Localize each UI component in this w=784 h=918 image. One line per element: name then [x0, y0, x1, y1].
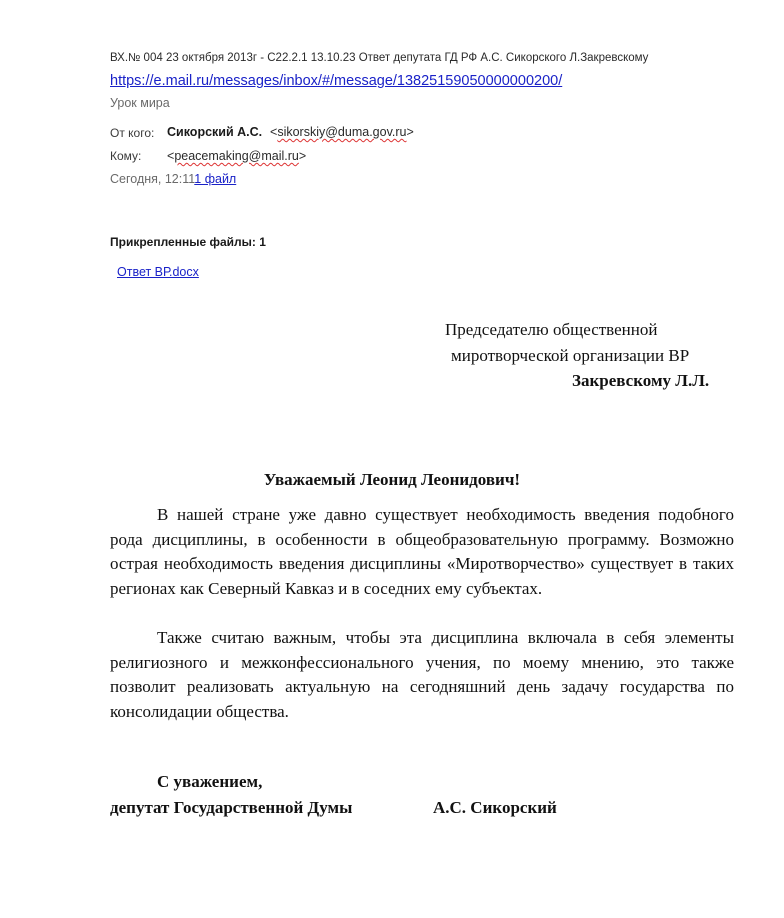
addressee-line-1: Председателю общественной — [445, 320, 658, 339]
files-count-link[interactable]: 1 файл — [194, 172, 237, 186]
sender-email-address[interactable]: sikorskiy@duma.gov.ru — [277, 125, 407, 139]
recipient-email[interactable] — [167, 149, 306, 163]
letter-greeting: Уважаемый Леонид Леонидович! — [263, 470, 521, 489]
signature-name: А.С. Сикорский — [433, 798, 557, 817]
email-subject: Урок мира — [110, 96, 170, 110]
letter-paragraph-2: Также считаю важным, чтобы эта дисциплина включала в себя элементы религиозного и межконфессионального учения, по моему мнению, это также позволит реализовать актуальную на сегодняшний день задачу государства по консолидации общества. — [110, 628, 734, 721]
letter-closing: С уважением, — [157, 772, 263, 791]
letter-paragraph-1: В нашей стране уже давно существует необходимость введения подобного рода дисциплины, в особенности в общеобразовательную программу. Возможно острая необходимость введения дисциплины «Миротворчество» существует в таких регионах как Северный Кавказ и в соседних ему субъектах. — [110, 505, 734, 598]
message-url-link[interactable]: https://e.mail.ru/messages/inbox/#/message/13825159050000000200/ — [110, 73, 563, 89]
addressee-name: Закревскому Л.Л. — [572, 371, 710, 390]
sender-name: Сикорский А.С. — [167, 125, 263, 139]
sender-email[interactable] — [270, 125, 414, 139]
from-label: От кого: — [110, 126, 155, 140]
to-label: Кому: — [110, 149, 142, 163]
sender-email-close: > — [406, 125, 414, 139]
message-header-line: ВХ.№ 004 23 октября 2013г - С22.2.1 13.10.23 Ответ депутата ГД РФ А.С. Сикорского Л.Закревскому — [110, 52, 649, 64]
attachment-link[interactable]: Ответ ВР.docx — [117, 265, 199, 279]
recipient-email-close: > — [298, 149, 307, 163]
attached-files-label: Прикрепленные файлы: 1 — [110, 235, 266, 249]
addressee-line-2: миротворческой организации ВР — [451, 346, 690, 365]
signature-title: депутат Государственной Думы — [110, 798, 353, 817]
recipient-email-address[interactable]: peacemaking@mail.ru — [174, 149, 299, 163]
email-date-line — [110, 172, 236, 186]
recipient-email-open: < — [167, 149, 175, 163]
email-date: Сегодня, 12:11 — [110, 172, 195, 186]
sender-email-open: < — [270, 125, 278, 139]
